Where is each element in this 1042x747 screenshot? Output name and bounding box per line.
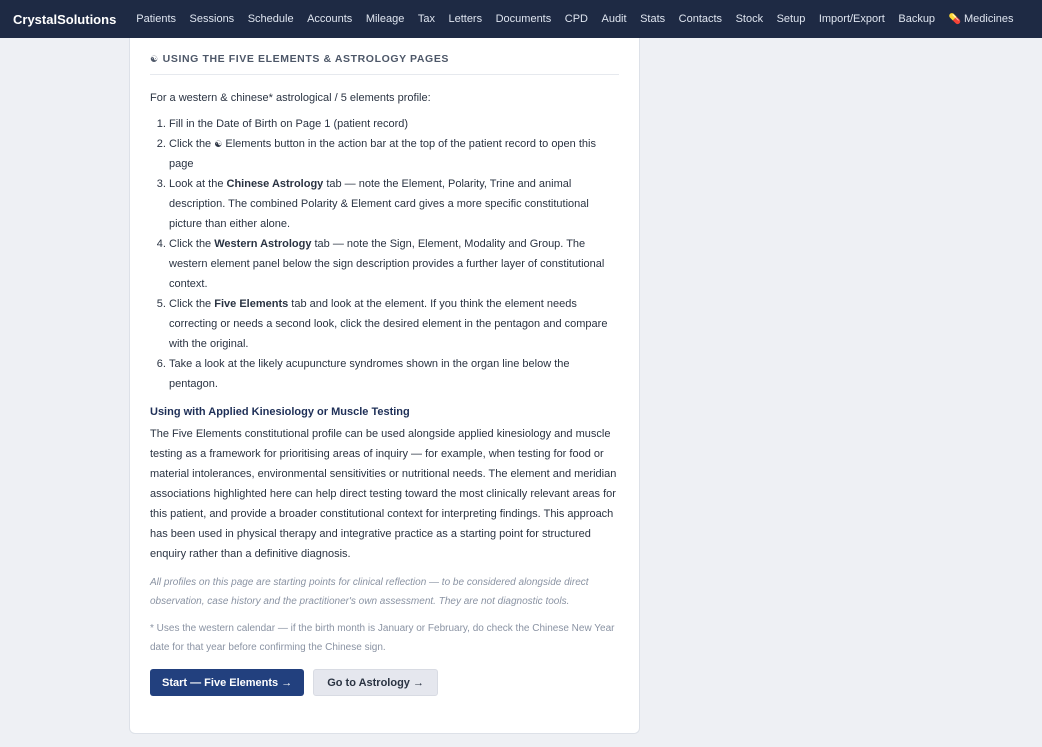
step-2-text-b: Elements button in the action bar at the top of the patient record to open this page bbox=[169, 138, 596, 170]
nav-item-contacts[interactable]: Contacts bbox=[678, 13, 723, 25]
nav-item-documents[interactable]: Documents bbox=[495, 13, 552, 25]
help-card bbox=[129, 38, 640, 734]
step-3-text-b: tab — note the Element, Polarity, Trine and animal description. The combined Polarity & Element card gives a more specific constitutional picture than either alone. bbox=[169, 178, 589, 230]
pill-icon: 💊 bbox=[948, 14, 962, 25]
step-5-text-a: Click the bbox=[169, 298, 215, 310]
step-6 bbox=[169, 354, 619, 394]
step-4 bbox=[169, 234, 619, 294]
steps-list bbox=[150, 114, 619, 394]
kinesiology-body: The Five Elements constitutional profile can be used alongside applied kinesiology and muscle testing as a framework for prioritising areas of inquiry — for example, when testing for food or material intolerances, environmental sensitivities or nutritional needs. The element and meridian associations highlighted here can help direct testing toward the most clinically relevant areas for this patient, and provide a broader constitutional context for interpreting findings. This approach has been used in physical therapy and integrative practice as a starting point for structured enquiry rather than a definitive diagnosis. bbox=[150, 428, 617, 560]
calendar-footnote: * Uses the western calendar — if the birth month is January or February, do check the Chinese New Year date for that year before confirming the Chinese sign. bbox=[150, 623, 615, 653]
nav-item-mileage[interactable]: Mileage bbox=[365, 13, 405, 25]
nav-item-schedule[interactable]: Schedule bbox=[247, 13, 294, 25]
step-3 bbox=[169, 174, 619, 234]
section-title-text: USING THE FIVE ELEMENTS & ASTROLOGY PAGES bbox=[162, 53, 450, 65]
nav-item-cpd[interactable]: CPD bbox=[564, 13, 588, 25]
nav-item-setup[interactable]: Setup bbox=[776, 13, 806, 25]
nav-item-stock[interactable]: Stock bbox=[735, 13, 764, 25]
step-2 bbox=[169, 134, 619, 174]
nav-item-import-export[interactable]: Import/Export bbox=[818, 13, 885, 25]
step-1 bbox=[169, 114, 619, 134]
step-1-text: Fill in the Date of Birth on Page 1 (patient record) bbox=[169, 118, 409, 130]
step-4-text-a: Click the bbox=[169, 238, 215, 250]
step-6-text: Take a look at the likely acupuncture syndromes shown in the organ line below the pentagon. bbox=[169, 358, 570, 390]
yin-yang-icon: ☯ bbox=[214, 139, 223, 149]
nav-item-medicines-label: Medicines bbox=[964, 13, 1014, 25]
step-5-text-b: tab and look at the element. If you think the element needs correcting or needs a second look, click the desired element in the pentagon and compare with the original. bbox=[169, 298, 608, 350]
start-five-elements-button[interactable]: Start — Five Elements → bbox=[150, 669, 304, 696]
nav-item-tax[interactable]: Tax bbox=[417, 13, 435, 25]
step-4-text-b: tab — note the Sign, Element, Modality and Group. The western element panel below the sign description provides a further layer of constitutional context. bbox=[169, 238, 605, 290]
step-5-bold: Five Elements bbox=[214, 298, 289, 310]
step-3-bold: Chinese Astrology bbox=[226, 178, 324, 190]
intro-text: For a western & chinese* astrological / 5 elements profile: bbox=[150, 92, 431, 104]
nav-item-sessions[interactable]: Sessions bbox=[189, 13, 235, 25]
nav-item-letters[interactable]: Letters bbox=[448, 13, 483, 25]
section-title bbox=[150, 53, 619, 75]
kinesiology-heading: Using with Applied Kinesiology or Muscle Testing bbox=[150, 406, 410, 418]
nav-item-accounts[interactable]: Accounts bbox=[307, 13, 353, 25]
step-4-bold: Western Astrology bbox=[214, 238, 312, 250]
go-to-astrology-button[interactable]: Go to Astrology → bbox=[313, 669, 438, 696]
top-navbar bbox=[0, 0, 1042, 38]
step-5 bbox=[169, 294, 619, 354]
step-2-text-a: Click the bbox=[169, 138, 215, 150]
nav-menu bbox=[136, 13, 1027, 25]
step-3-text-a: Look at the bbox=[169, 178, 227, 190]
yin-yang-icon: ☯ bbox=[150, 53, 159, 64]
disclaimer-note: All profiles on this page are starting points for clinical reflection — to be considered alongside direct observation, case history and the practitioner's own assessment. They are not diagnostic tools. bbox=[150, 577, 589, 607]
nav-item-backup[interactable]: Backup bbox=[898, 13, 936, 25]
app-brand[interactable]: CrystalSolutions bbox=[13, 11, 117, 27]
action-buttons bbox=[150, 669, 619, 696]
nav-item-stats[interactable]: Stats bbox=[640, 13, 666, 25]
nav-item-medicines[interactable] bbox=[949, 13, 1014, 25]
nav-item-patients[interactable]: Patients bbox=[136, 13, 177, 25]
nav-item-audit[interactable]: Audit bbox=[601, 13, 627, 25]
